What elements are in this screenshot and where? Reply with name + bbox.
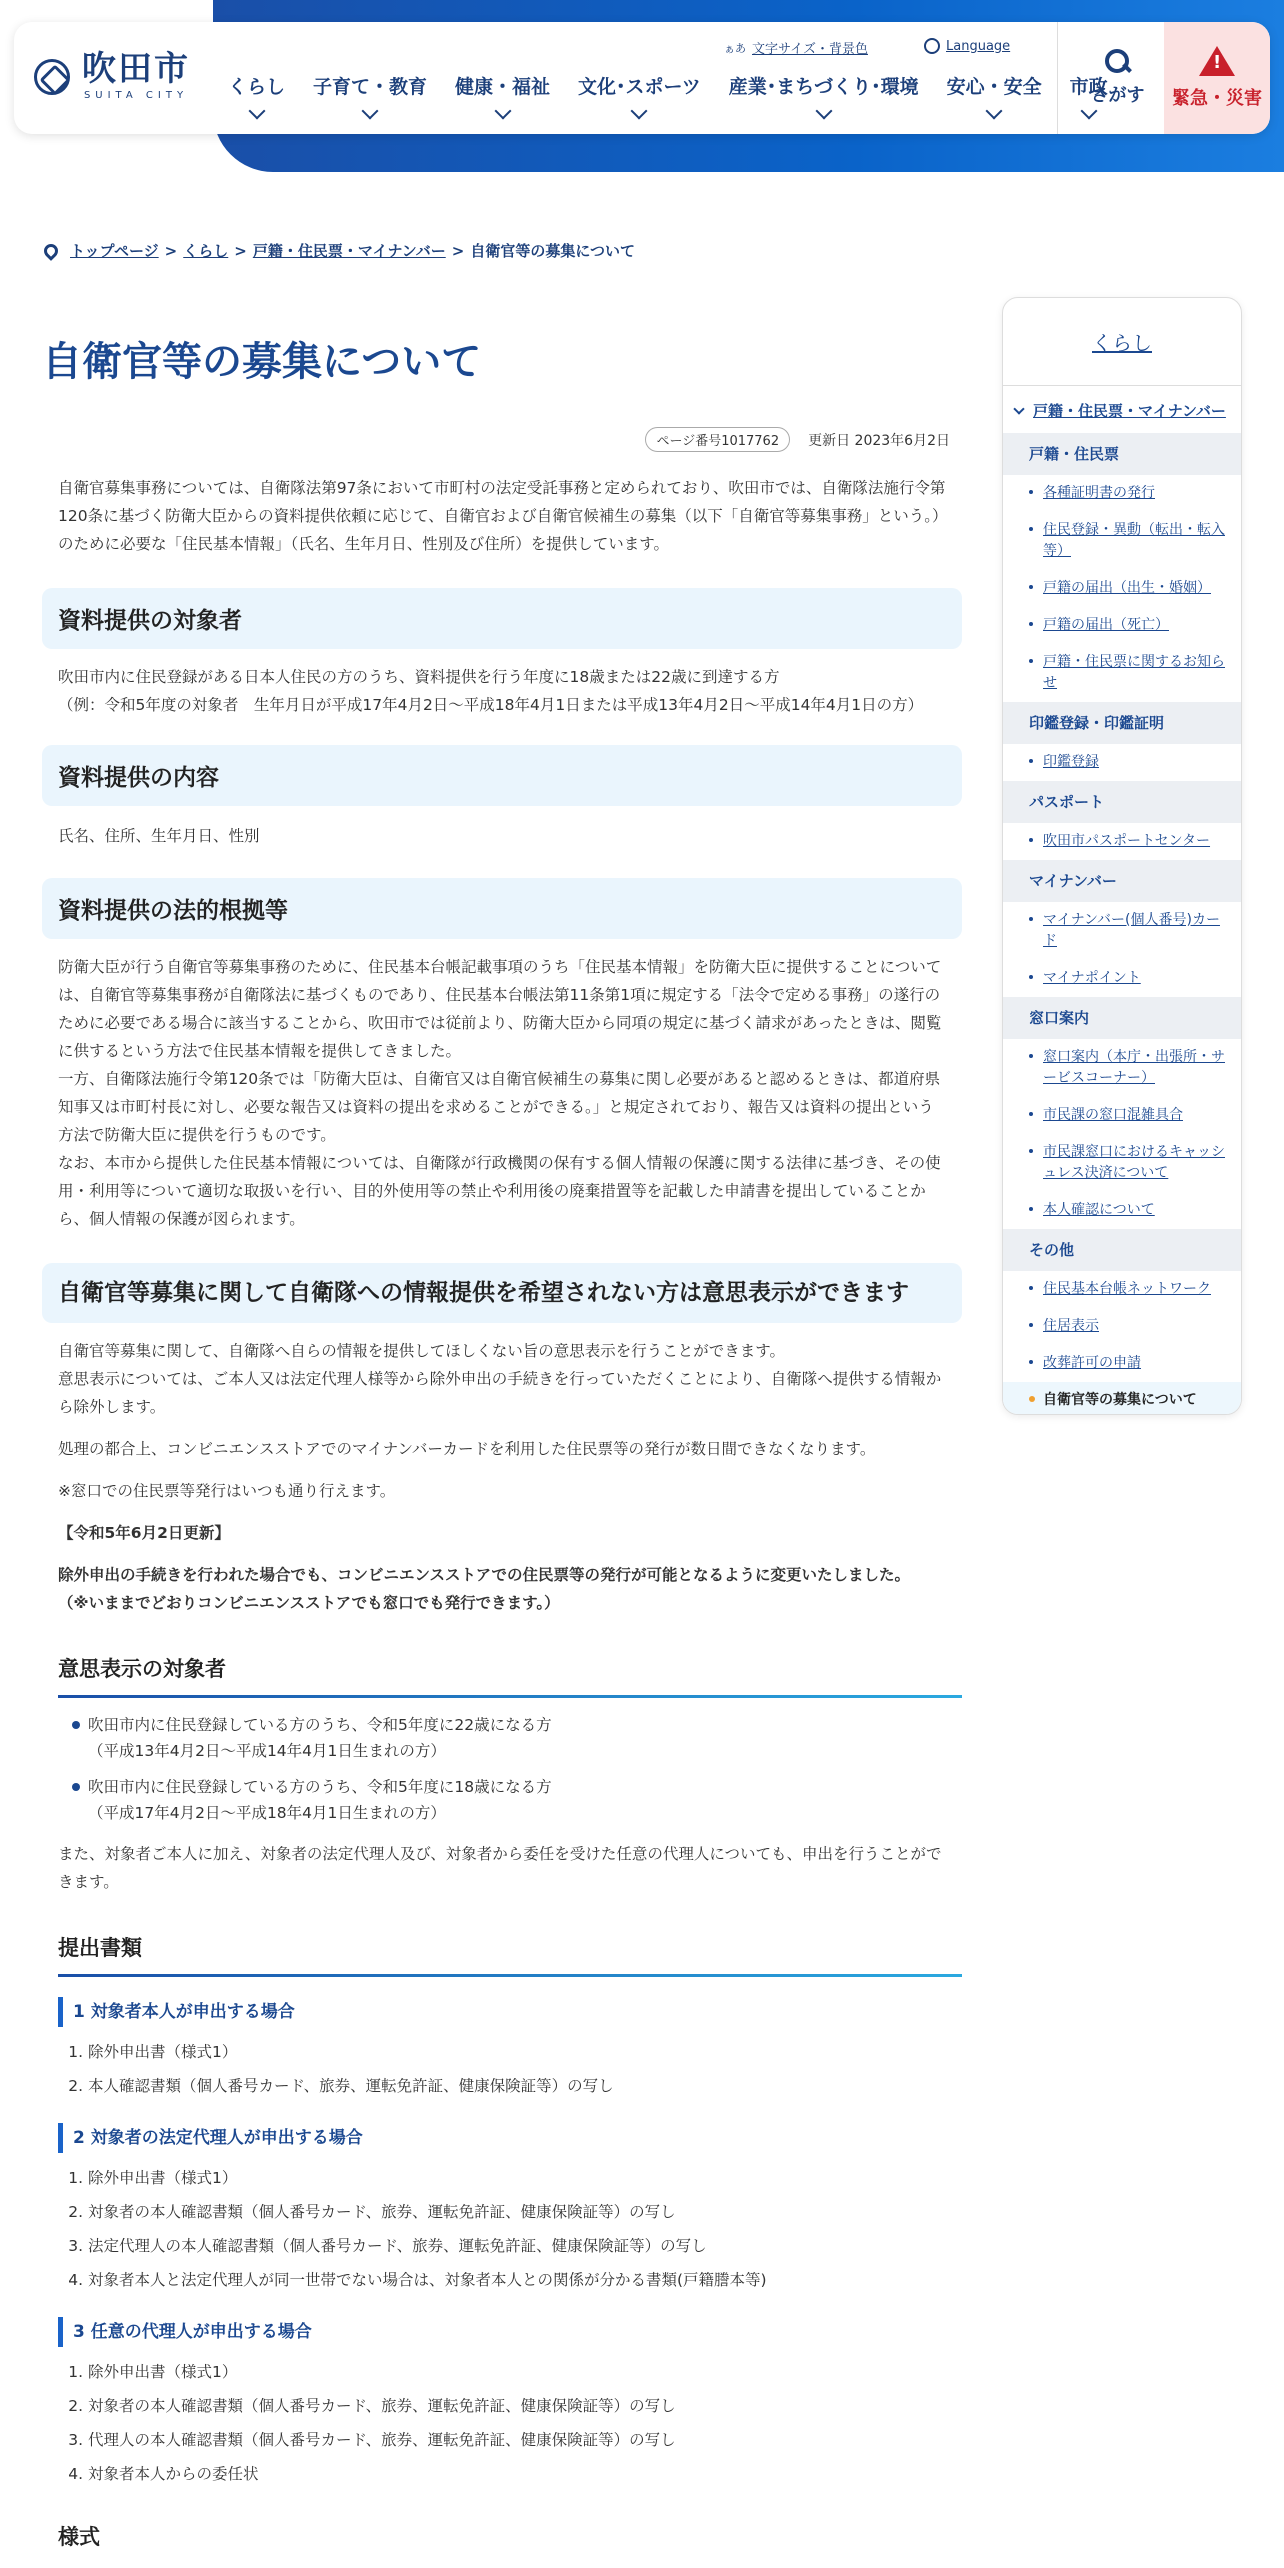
section-heading-legal: 資料提供の法的根拠等 [42,878,962,939]
logo-en: SUITA CITY [83,90,189,101]
site-header [14,22,1270,134]
location-pin-icon [41,241,61,261]
section-heading-content: 資料提供の内容 [42,745,962,806]
list-item: 3. 代理人の本人確認書類（個人番号カード、旅券、運転免許証、健康保険証等）の写し [88,2423,962,2457]
nav-kosodate[interactable]: 子育て・教育 [299,72,441,117]
nav-shisei[interactable]: 市政 [1056,72,1122,117]
warning-icon [1199,46,1235,76]
breadcrumb-sep: > [164,241,178,260]
local-nav-item[interactable]: マイナンバー(個人番号)カード [1003,902,1241,960]
nav-bunka[interactable]: 文化･スポーツ [564,72,715,117]
local-nav-item[interactable]: 改葬許可の申請 [1003,1345,1241,1382]
breadcrumb-sep: > [451,241,465,260]
list-item: 吹田市内に住民登録している方のうち、令和5年度に18歳になる方 （平成17年4月2日～平成18年4月1日生まれの方） [88,1774,962,1826]
chevron-down-icon [362,103,379,120]
local-nav-group-head: マイナンバー [1003,860,1241,902]
section-text: 意思表示については、ご本人又は法定代理人様等から除外申出の手続きを行っていただくことにより、自衛隊へ提供する情報から除外します。 [58,1370,942,1416]
font-size-icon: ぁあ [724,41,746,55]
local-nav-item-current: 自衛官等の募集について [1003,1382,1241,1415]
local-nav-group-head: 戸籍・住民票 [1003,433,1241,475]
section-heading-target: 資料提供の対象者 [42,588,962,649]
local-nav-item[interactable]: 戸籍の届出（死亡） [1003,607,1241,644]
local-nav-item[interactable]: 本人確認について [1003,1192,1241,1229]
target-note: また、対象者ご本人に加え、対象者の法定代理人及び、対象者から委任を受けた任意の代理人についても、申出を行うことができます。 [58,1845,942,1891]
nav-sangyo[interactable]: 産業･まちづくり･環境 [715,72,933,117]
local-nav-title[interactable]: くらし [1003,298,1241,386]
update-label: 【令和5年6月2日更新】 [58,1524,230,1542]
nav-kurashi[interactable]: くらし [214,72,299,117]
site-logo[interactable] [34,49,190,101]
main-content [42,300,962,2563]
breadcrumb-current: 自衛官等の募集について [470,242,636,260]
chevron-down-icon [986,103,1003,120]
updated-date: 更新日 2023年6月2日 [808,432,950,449]
language-label: Language [946,38,1011,54]
local-nav-item[interactable]: 市民課窓口におけるキャッシュレス決済について [1003,1134,1241,1192]
section-text: ※窓口での住民票等発行はいつも通り行えます。 [58,1482,396,1500]
chevron-down-icon [248,103,265,120]
section-text: 処理の都合上、コンビニエンスストアでのマイナンバーカードを利用した住民票等の発行が数日間できなくなります。 [58,1440,876,1458]
local-nav-group-head: パスポート [1003,781,1241,823]
local-nav-item[interactable]: 吹田市パスポートセンター [1003,823,1241,860]
emergency-label: 緊急・災害 [1172,88,1262,109]
breadcrumb-top[interactable]: トップページ [70,242,159,260]
list-item: 1. 除外申出書（様式1） [88,2035,962,2069]
local-nav [1002,297,1242,1415]
subheading-docs: 提出書類 [58,1932,962,1977]
local-nav-item[interactable]: 市民課の窓口混雑具合 [1003,1097,1241,1134]
local-nav-group-head: その他 [1003,1229,1241,1271]
breadcrumb-koseki[interactable]: 戸籍・住民票・マイナンバー [252,242,446,260]
section-text: 一方、自衛隊法施行令第120条では「防衛大臣は、自衛官又は自衛官候補生の募集に関し必要があると認めるときは、都道府県知事又は市町村長に対し、必要な報告又は資料の提出を求めることができる。」と規定されており、報告又は資料の提出という方法で防衛大臣に提供を行うものです。 [58,1070,941,1144]
case-heading-self: 1 対象者本人が申出する場合 [58,1997,962,2027]
page-meta [42,427,962,452]
case-list [42,2355,962,2491]
local-nav-item[interactable]: 各種証明書の発行 [1003,475,1241,512]
section-text: 氏名、住所、生年月日、性別 [58,827,260,845]
logo-name: 吹田市 [82,49,190,89]
subheading-target: 意思表示の対象者 [58,1653,962,1698]
nav-anshin[interactable]: 安心・安全 [933,72,1056,117]
intro-text: 自衛官募集事務については、自衛隊法第97条において市町村の法定受託事務と定められており、吹田市では、自衛隊法施行令第120条に基づく防衛大臣からの資料提供依頼に応じて、自衛官および自衛官候補生の募集（以下「自衛官等募集事務」という。）のために必要な「住民基本情報」（氏名、生年月日、性別及び住所）を提供しています。 [58,479,946,553]
section-heading-opt-out: 自衛官等募集に関して自衛隊への情報提供を希望されない方は意思表示ができます [42,1263,962,1323]
font-size-link[interactable] [724,38,868,57]
section-text: （例：令和5年度の対象者 生年月日が平成17年4月2日～平成18年4月1日または平成13年4月2日～平成14年4月1日の方） [58,696,924,714]
section-text: 吹田市内に住民登録がある日本人住民の方のうち、資料提供を行う年度に18歳または22歳に到達する方 [58,668,780,686]
chevron-down-icon [815,103,832,120]
list-item: 1. 除外申出書（様式1） [88,2161,962,2195]
case-heading-agent: 3 任意の代理人が申出する場合 [58,2317,962,2347]
breadcrumb-sep: > [234,241,247,260]
city-emblem-icon [34,59,70,95]
font-size-label: 文字サイズ・背景色 [752,42,868,57]
case-list [42,2035,962,2103]
section-text: 自衛官等募集に関して、自衛隊へ自らの情報を提供してほしくない旨の意思表示を行うことができます。 [58,1342,785,1360]
globe-icon [924,38,940,54]
section-text: 防衛大臣が行う自衛官等募集事務のために、住民基本台帳記載事項のうち「住民基本情報」を防衛大臣に提供することについては、自衛官等募集事務が自衛隊法に基づくものであり、住民基本台帳法第11条第1項に規定する「法令で定める事務」の遂行のために必要である場合に該当することから、吹田市では従前より、防衛大臣から同項の規定に基づく請求があったときは、閲覧に供するという方法で住民基本情報を提供してきました。 [58,958,942,1060]
list-item: 2. 対象者の本人確認書類（個人番号カード、旅券、運転免許証、健康保険証等）の写し [88,2389,962,2423]
case-heading-legal-rep: 2 対象者の法定代理人が申出する場合 [58,2123,962,2153]
case-list [42,2161,962,2297]
chevron-down-icon [631,103,648,120]
search-button[interactable] [1057,22,1177,134]
local-nav-item[interactable]: 住居表示 [1003,1308,1241,1345]
local-nav-item[interactable]: 住民基本台帳ネットワーク [1003,1271,1241,1308]
list-item: 1. 除外申出書（様式1） [88,2355,962,2389]
section-text: なお、本市から提供した住民基本情報については、自衛隊が行政機関の保有する個人情報の保護に関する法律に基づき、その使用・利用等について適切な取扱いを行い、目的外使用等の禁止や利用後の廃棄措置等を記載した申請書を提出していることから、個人情報の保護が図られます。 [58,1154,941,1228]
chevron-down-icon [494,103,511,120]
update-text: （※いままでどおりコンビニエンスストアでも窓口でも発行できます。） [58,1594,560,1612]
local-nav-category[interactable]: 戸籍・住民票・マイナンバー [1003,386,1241,433]
list-item: 3. 法定代理人の本人確認書類（個人番号カード、旅券、運転免許証、健康保険証等）の写し [88,2229,962,2263]
local-nav-item[interactable]: 印鑑登録 [1003,744,1241,781]
local-nav-item[interactable]: マイナポイント [1003,960,1241,997]
page-number-badge: ページ番号1017762 [645,427,790,452]
list-item: 吹田市内に住民登録している方のうち、令和5年度に22歳になる方 （平成13年4月2日～平成14年4月1日生まれの方） [88,1712,962,1764]
list-item: 4. 対象者本人からの委任状 [88,2457,962,2491]
chevron-down-icon [1013,403,1024,414]
update-text: 除外申出の手続きを行われた場合でも、コンビニエンスストアでの住民票等の発行が可能となるように変更いたしました。 [58,1566,911,1584]
breadcrumb-kurashi[interactable]: くらし [183,242,229,260]
target-list [42,1712,962,1826]
local-nav-item[interactable]: 戸籍の届出（出生・婚姻） [1003,570,1241,607]
breadcrumb [44,240,635,261]
list-item: 2. 本人確認書類（個人番号カード、旅券、運転免許証、健康保険証等）の写し [88,2069,962,2103]
list-item: 2. 対象者の本人確認書類（個人番号カード、旅券、運転免許証、健康保険証等）の写し [88,2195,962,2229]
list-item: 4. 対象者本人と法定代理人が同一世帯でない場合は、対象者本人との関係が分かる書類(戸籍謄本等) [88,2263,962,2297]
search-label: さがす [1090,85,1145,106]
search-icon [1105,49,1131,75]
local-nav-item[interactable]: 戸籍・住民票に関するお知らせ [1003,644,1241,702]
local-nav-item[interactable]: 住民登録・異動（転出・転入等） [1003,512,1241,570]
emergency-button[interactable] [1164,22,1270,134]
language-link[interactable] [924,38,1010,54]
subheading-forms: 様式 [58,2525,100,2549]
page-title: 自衛官等の募集について [42,339,482,385]
global-nav [214,72,1122,117]
nav-kenko[interactable]: 健康・福祉 [441,72,564,117]
local-nav-group-head: 印鑑登録・印鑑証明 [1003,702,1241,744]
local-nav-group-head: 窓口案内 [1003,997,1241,1039]
local-nav-item[interactable]: 窓口案内（本庁・出張所・サービスコーナー） [1003,1039,1241,1097]
